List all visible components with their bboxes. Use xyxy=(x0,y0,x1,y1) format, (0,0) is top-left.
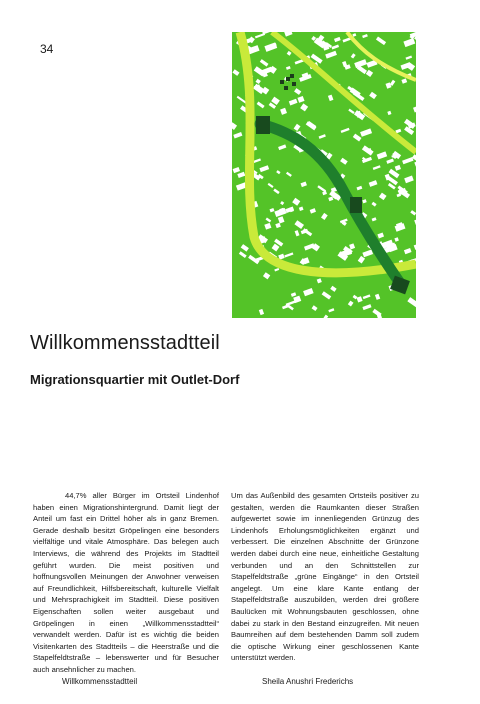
site-plan-map xyxy=(232,32,416,318)
page-subtitle: Migrationsquartier mit Outlet-Dorf xyxy=(30,372,240,387)
page-number: 34 xyxy=(40,42,54,56)
body-column-left: 44,7% aller Bürger im Ortsteil Lindenhof haben einen Migrationshintergrund. Damit liegt der Anteil um fast ein Drittel höher als in ganz Bremen. Gerade deshalb besitzt Gröpelingen eine besonders vielfältige und vitale Atmosphäre. Das belegen auch Interviews, die während des Projekts im Stadtteil geführt wurden. Die meist positiven und hoffnungsvollen Meinungen der Anwohner verweisen auf Freundlichkeit, Hilfsbereitschaft, kulturelle Vielfalt und Mehrsprachigkeit im Stadtteil. Diese positiven Eigenschaften sollen weiter ausgebaut und Gröpelingen in einen „Willkommensstadtteil“ verwandelt werden. Dafür ist es wichtig die beiden Visitenkarten des Stadtteils – die Heerstraße und die Stapelfeldtstraße – lebenswerter und für Besucher auch ansehnlicher zu machen. xyxy=(33,491,219,674)
footer-author: Sheila Anushri Frederichs xyxy=(262,677,354,686)
corridor-node-center xyxy=(350,197,362,213)
body-column-right: Um das Außenbild des gesamten Ortsteils positiver zu gestalten, werden die Raumkanten dieser Straßen aufgewertet sowie im innenliegenden Grünzug des Lindenhofs Erholungsmöglichkeiten ergänzt und verbessert. Die einzelnen Abschnitte der Grünzone werden dabei durch eine neue, einheitliche Gestaltung verbunden und an den Schnittstellen zur Stapelfeldtstraße „grüne Eingänge“ in den Ortsteil angelegt. Um eine klare Kante entlang der Stapelfeldtstraße auszubilden, werden drei größere Baulücken mit Wohnungsbauten geschlossen, ohne dabei zu stark in den Bestand einzugreifen. Mit neuen Baumreihen auf dem bestehenden Damm soll zudem die optische Wirkung einer geschlossenen Kante unterstützt werden. xyxy=(231,491,419,663)
corridor-node-west xyxy=(256,116,270,134)
page-title: Willkommensstadtteil xyxy=(30,332,220,354)
footer-section-title: Willkommensstadtteil xyxy=(62,677,138,686)
